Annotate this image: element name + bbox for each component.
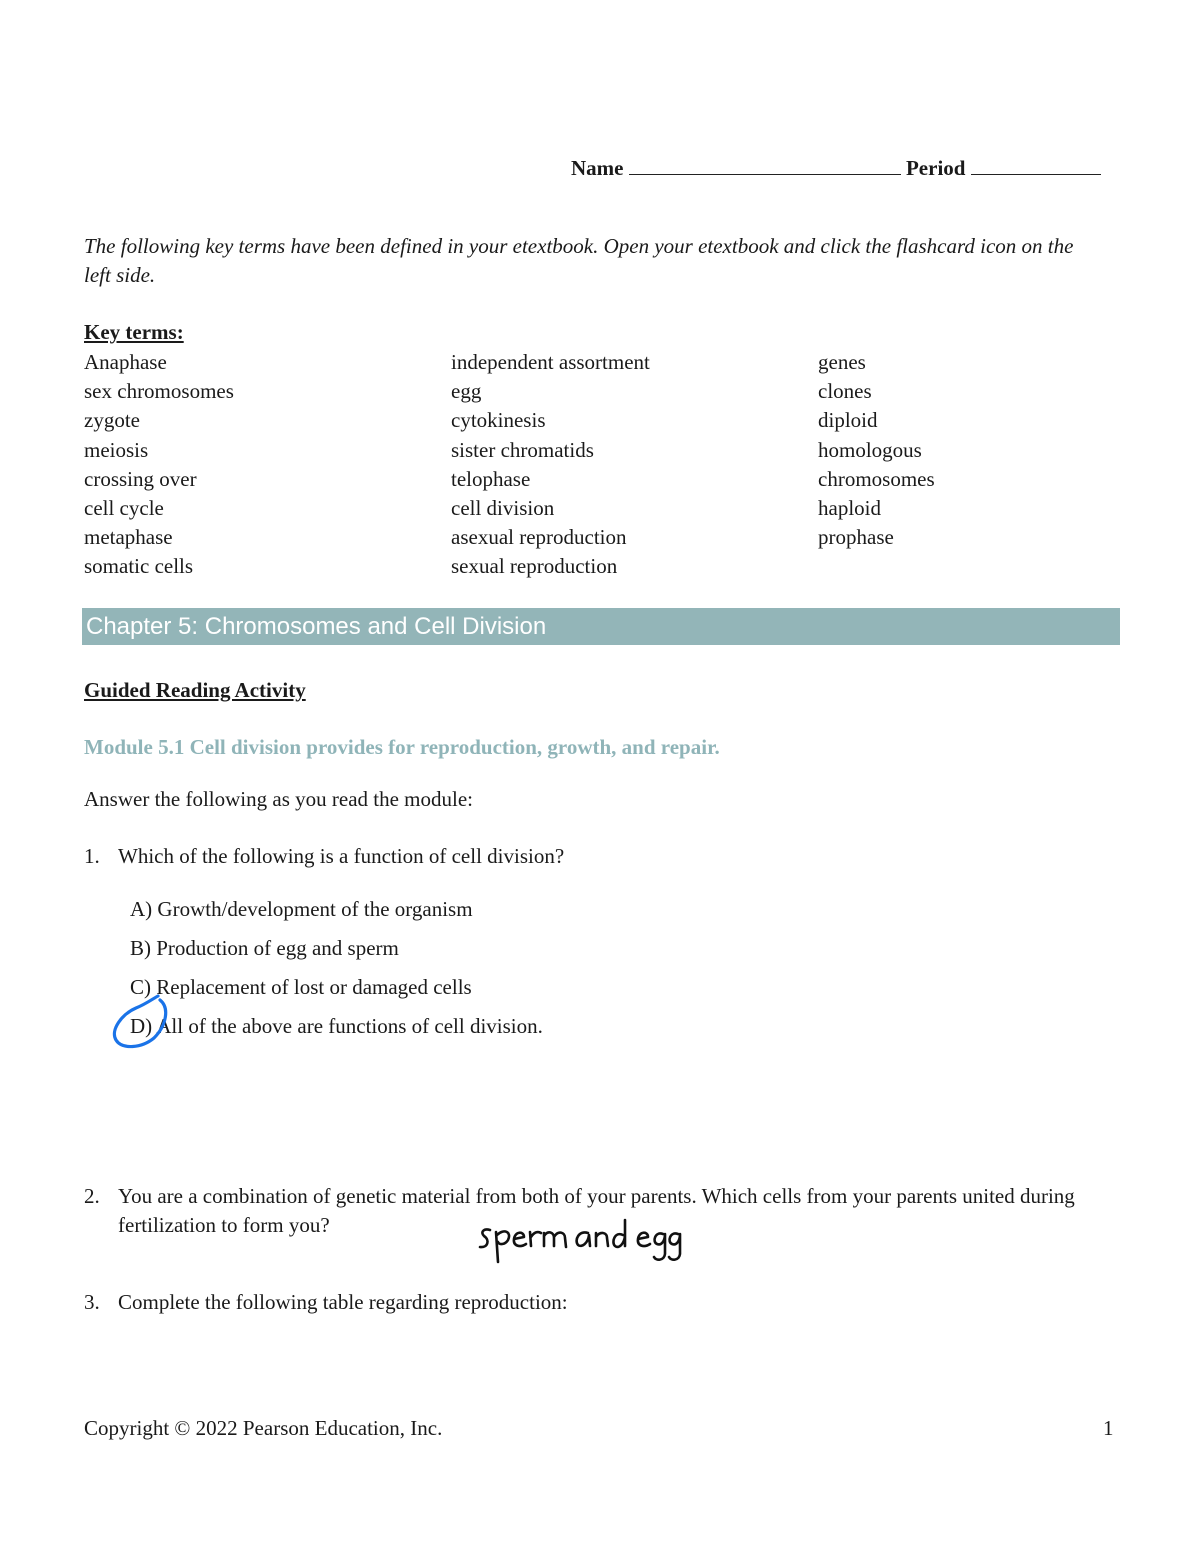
key-term: homologous — [818, 437, 922, 462]
question-3 — [84, 1288, 1114, 1318]
period-line[interactable] — [971, 173, 1101, 175]
key-term: chromosomes — [818, 466, 935, 491]
key-terms-column-3 — [818, 348, 935, 552]
key-term: Anaphase — [84, 350, 167, 374]
option-d[interactable]: D) All of the above are functions of cell division. — [130, 1014, 543, 1038]
period-label: Period — [905, 156, 966, 180]
question-number: 3. — [84, 1290, 100, 1314]
key-term: haploid — [818, 496, 881, 521]
key-term: cytokinesis — [451, 408, 546, 433]
name-period-header — [571, 156, 1101, 181]
option-c[interactable]: C) Replacement of lost or damaged cells — [130, 975, 472, 999]
option-b[interactable]: B) Production of egg and sperm — [130, 936, 399, 960]
chapter-banner: Chapter 5: Chromosomes and Cell Division — [82, 608, 1120, 645]
intro-text: The following key terms have been defined in your etextbook. Open your etextbook and click the flashcard icon on the left side. — [84, 234, 1074, 287]
key-term: zygote — [84, 408, 140, 433]
handwritten-answer-sperm-and-egg — [478, 1218, 688, 1268]
key-term: egg — [451, 379, 482, 404]
key-term: cell division — [451, 496, 555, 521]
key-term: asexual reproduction — [451, 525, 627, 550]
name-line[interactable] — [629, 173, 901, 175]
answer-circle-mark — [108, 994, 178, 1054]
page-number: 1 — [1103, 1416, 1114, 1440]
key-term: telophase — [451, 466, 531, 491]
module-title: Module 5.1 Cell division provides for reproduction, growth, and repair. — [84, 735, 720, 759]
key-term: sex chromosomes — [84, 379, 234, 404]
key-term: clones — [818, 379, 872, 404]
key-term: metaphase — [84, 525, 173, 550]
key-term: prophase — [818, 525, 894, 550]
question-number: 1. — [84, 844, 100, 868]
question-text: You are a combination of genetic material from both of your parents. Which cells from your parents united during fertilization to form you? — [118, 1184, 1075, 1237]
question-text: Which of the following is a function of cell division? — [118, 844, 565, 868]
question-text: Complete the following table regarding reproduction: — [118, 1290, 568, 1314]
key-terms-title: Key terms: — [84, 320, 184, 344]
key-term: somatic cells — [84, 554, 194, 579]
key-term: diploid — [818, 408, 878, 433]
answer-instruction: Answer the following as you read the module: — [84, 787, 473, 811]
key-term: genes — [818, 350, 866, 374]
question-1 — [84, 842, 1114, 872]
key-term: independent assortment — [451, 350, 650, 374]
question-number: 2. — [84, 1184, 100, 1208]
guided-reading-title: Guided Reading Activity — [84, 678, 306, 702]
key-term: sexual reproduction — [451, 554, 618, 579]
key-terms-column-2 — [451, 348, 650, 582]
key-term: sister chromatids — [451, 437, 594, 462]
copyright-footer: Copyright © 2022 Pearson Education, Inc. — [84, 1416, 443, 1440]
key-term: crossing over — [84, 466, 197, 491]
key-term: meiosis — [84, 437, 149, 462]
option-a[interactable]: A) Growth/development of the organism — [130, 897, 473, 921]
key-term: cell cycle — [84, 496, 164, 521]
key-terms-column-1 — [84, 348, 234, 582]
name-label: Name — [571, 156, 624, 180]
